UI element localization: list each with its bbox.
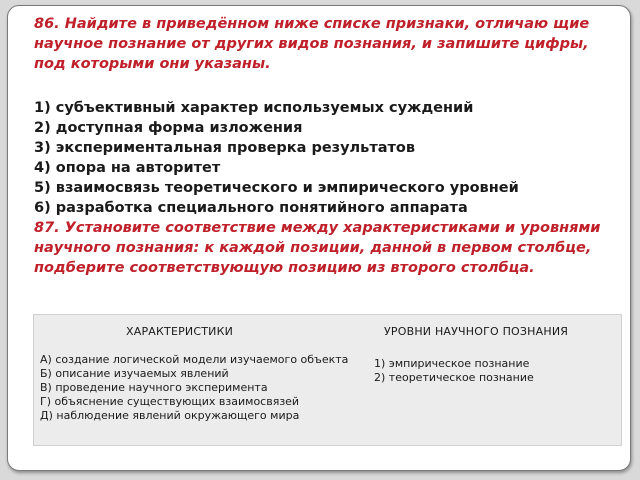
levels-column [374, 357, 614, 385]
option-6: 6) разработка специального понятийного аппарата [34, 200, 468, 216]
option-4: 4) опора на авторитет [34, 160, 221, 176]
option-1: 1) субъективный характер используемых суждений [34, 100, 474, 116]
characteristic-v: В) проведение научного эксперимента [40, 381, 268, 394]
option-5: 5) взаимосвязь теоретического и эмпирического уровней [34, 180, 519, 196]
characteristics-column [40, 353, 370, 423]
characteristic-a: А) создание логической модели изучаемого объекта [40, 353, 349, 366]
option-3: 3) экспериментальная проверка результатов [34, 140, 416, 156]
question-86-options [34, 98, 622, 218]
slide-frame [7, 5, 631, 471]
level-2: 2) теоретическое познание [374, 371, 534, 384]
table-header-levels: УРОВНИ НАУЧНОГО ПОЗНАНИЯ [384, 325, 569, 338]
characteristic-g: Г) объяснение существующих взаимосвязей [40, 395, 300, 408]
matching-table [33, 314, 622, 446]
question-86-title: 86. Найдите в приведённом ниже списке признаки, отличаю щие научное познание от других видов познания, и запишите цифры, под которыми они указаны. [34, 16, 590, 72]
option-2: 2) доступная форма изложения [34, 120, 303, 136]
level-1: 1) эмпирическое познание [374, 357, 530, 370]
table-header-characteristics: ХАРАКТЕРИСТИКИ [126, 325, 234, 338]
characteristic-d: Д) наблюдение явлений окружающего мира [40, 409, 300, 422]
characteristic-b: Б) описание изучаемых явлений [40, 367, 229, 380]
question-87-title: 87. Установите соответствие между характеристиками и уровнями научного познания: к каждой позиции, данной в первом столбце, подберите соответствующую позицию из второго столбца. [34, 220, 601, 276]
